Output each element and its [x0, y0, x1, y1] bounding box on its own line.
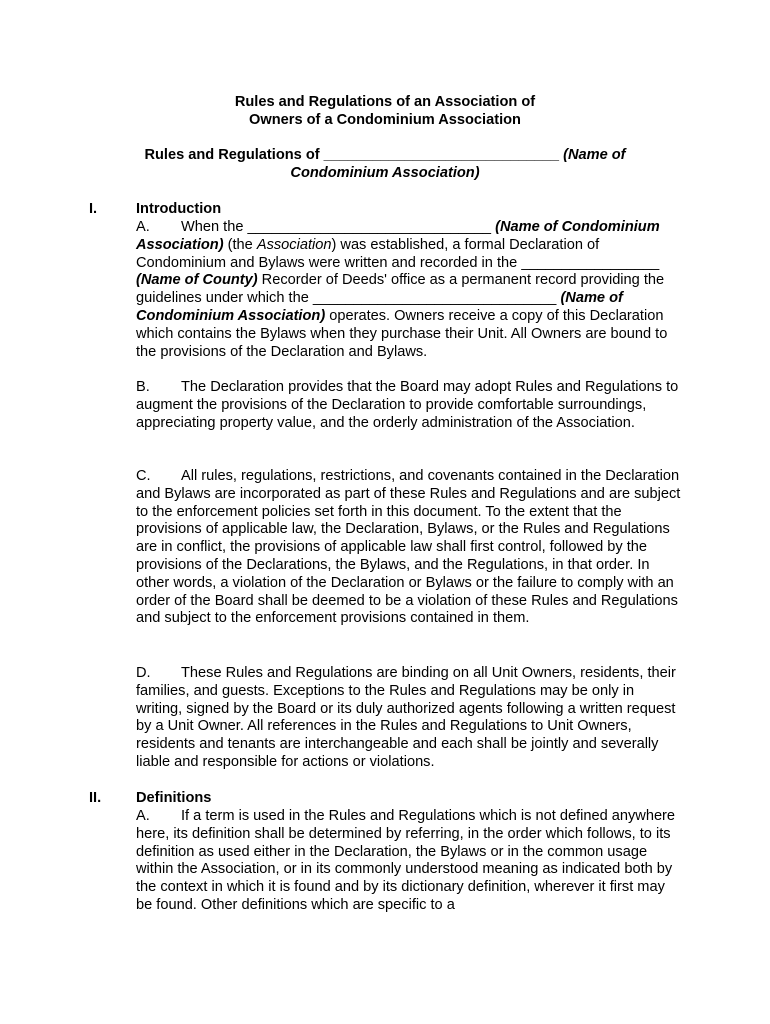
- paragraph-d-letter: D.: [136, 665, 151, 681]
- document-title-line-2: Owners of a Condominium Association: [249, 112, 521, 128]
- name-blank-2: ______________________________: [312, 290, 557, 307]
- subtitle-blank: _____________________________: [323, 147, 560, 163]
- paragraph-b-text: The Declaration provides that the Board may adopt Rules and Regulations to augment the provisions of the Declaration to provide comfortable surroundings, appreciating property value, and the orderly administration of the Association.: [136, 379, 679, 431]
- subtitle-prefix: Rules and Regulations of: [144, 147, 324, 163]
- section-1-paragraph-d: [136, 665, 684, 772]
- name-blank-1: ______________________________: [247, 219, 492, 235]
- county-hint: (Name of County): [136, 272, 258, 289]
- paragraph-a-text-2: (the: [223, 236, 257, 253]
- county-blank: _________________: [521, 254, 660, 271]
- subtitle-hint: (Name of Condominium Association): [290, 147, 626, 181]
- paragraph-d-text: These Rules and Regulations are binding on all Unit Owners, residents, their families, and guests. Exceptions to the Rules and Regulations may be only in writing, signed by the Board or its duly authorized agents following a written request by a Unit Owner. All references in the Rules and Regulations to Unit Owners, residents and tenants are interchangeable and each shall be jointly and severally liable and responsible for actions or violations.: [136, 665, 676, 770]
- section-2-paragraph-a-letter: A.: [136, 808, 150, 824]
- name-hint-1: (Name of Condominium Association): [136, 219, 660, 253]
- name-hint-2: (Name of Condominium Association): [136, 290, 623, 324]
- section-1-heading: Introduction: [136, 201, 222, 217]
- paragraph-a-letter: A.: [136, 219, 150, 235]
- section-1-paragraph-b: [136, 379, 684, 432]
- section-2-paragraph-a: [136, 808, 684, 915]
- section-2-number: II.: [89, 790, 102, 806]
- paragraph-a-text-1: When the: [181, 219, 248, 235]
- paragraph-a-text-3: ) was established, a formal Declaration of Condominium and Bylaws were written and recorded in the: [136, 236, 600, 271]
- paragraph-b-letter: B.: [136, 379, 150, 395]
- section-2-heading: Definitions: [136, 790, 212, 806]
- section-1-paragraph-a: [136, 219, 684, 361]
- paragraph-a-text-5: operates. Owners receive a copy of this Declaration which contains the Bylaws when they purchase their Unit. All Owners are bound to the provisions of the Declaration and Bylaws.: [136, 307, 668, 360]
- section-1-number: I.: [89, 201, 98, 217]
- defined-term: Association: [256, 236, 332, 253]
- document-subtitle: [130, 147, 640, 183]
- paragraph-c-letter: C.: [136, 468, 151, 484]
- paragraph-c-text: All rules, regulations, restrictions, and covenants contained in the Declaration and Bylaws are incorporated as part of these Rules and Regulations and are subject to the enforcement policies set forth in this document. To the extent that the provisions of applicable law, the Declaration, Bylaws, or the Rules and Regulations are in conflict, the provisions of applicable law shall first control, followed by the provisions of the Declarations, the Bylaws, and the Regulations, in that order. In other words, a violation of the Declaration or Bylaws or the failure to comply with an order of the Board shall be deemed to be a violation of these Rules and Regulations and subject to the enforcement provisions contained in them.: [136, 468, 681, 627]
- document-title-line-1: Rules and Regulations of an Association of: [234, 94, 536, 110]
- section-1-paragraph-c: [136, 468, 684, 628]
- section-2-paragraph-a-text: If a term is used in the Rules and Regulations which is not defined anywhere here, its definition shall be determined by referring, in the order which follows, to its definition as used either in the Declaration, the Bylaws or in the common usage within the Association, or in its commonly understood meaning as indicated both by the context in which it is found and by its dictionary definition, wherever it first may be found. Other definitions which are specific to a: [136, 808, 676, 913]
- paragraph-a-text-4: Recorder of Deeds' office as a permanent record providing the guidelines under which the: [136, 272, 665, 307]
